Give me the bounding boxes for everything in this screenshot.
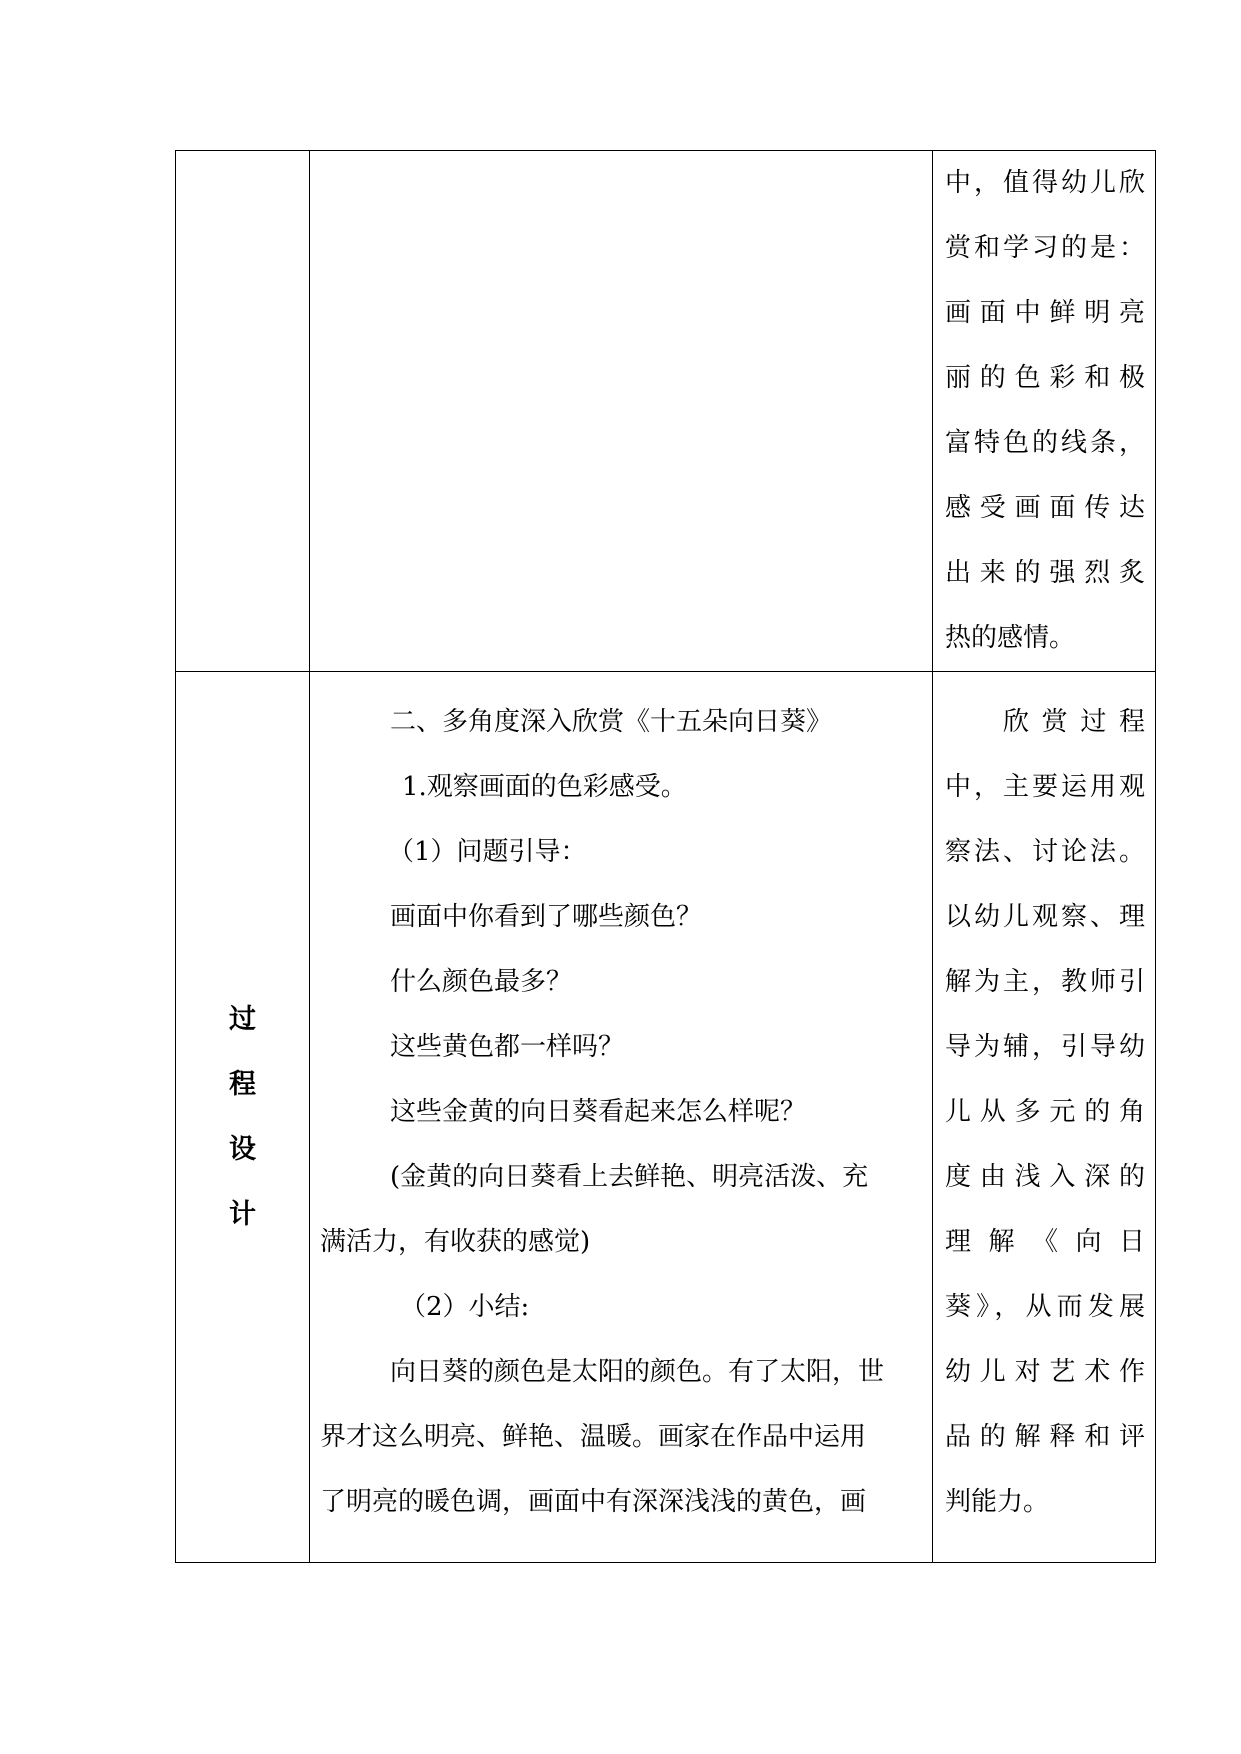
table-row-top (176, 151, 1156, 672)
note-line: 感受画面传达 (945, 493, 1145, 523)
note-line: 以幼儿观察、理 (945, 902, 1145, 932)
question-text: 这些金黄的向日葵看起来怎么样呢？ (390, 1097, 807, 1127)
note-line: 丽的色彩和极 (945, 363, 1145, 393)
section-heading: 二、多角度深入欣赏《十五朵向日葵》 (390, 707, 833, 737)
note-line: 解为主，教师引 (945, 967, 1145, 997)
note-line: 出来的强烈炙 (945, 558, 1145, 588)
note-line: 察法、讨论法。 (945, 837, 1145, 867)
lesson-plan-table (175, 150, 1156, 1563)
question-text: 画面中你看到了哪些颜色？ (390, 902, 703, 932)
summary-label: （2）小结: (400, 1292, 530, 1322)
note-line: 富特色的线条， (945, 428, 1145, 458)
note-line: 葵》，从而发展 (945, 1292, 1145, 1322)
note-line: 画面中鲜明亮 (945, 298, 1145, 328)
label-char: 程 (229, 1069, 256, 1100)
answer-text: 满活力，有收获的感觉) (320, 1227, 591, 1257)
note-line: 欣赏过程 (1003, 707, 1145, 737)
process-design-label (176, 672, 310, 1563)
note-line: 度由浅入深的 (945, 1162, 1145, 1192)
note-line: 幼儿对艺术作 (945, 1357, 1145, 1387)
note-line: 热的感情。 (945, 623, 1076, 653)
label-char: 过 (229, 1004, 256, 1035)
subsection-title: 1.观察画面的色彩感受。 (402, 772, 687, 802)
note-cell-process (933, 672, 1156, 1563)
note-line: 理解《向日 (945, 1227, 1145, 1257)
table-row-process (176, 672, 1156, 1563)
label-cell-empty (176, 151, 310, 672)
note-line: 儿从多元的角 (945, 1097, 1145, 1127)
guide-label: （1）问题引导： (388, 837, 587, 867)
question-text: 这些黄色都一样吗？ (390, 1032, 625, 1062)
summary-text: 向日葵的颜色是太阳的颜色。有了太阳，世 (390, 1357, 885, 1387)
answer-text: (金黄的向日葵看上去鲜艳、明亮活泼、充 (390, 1162, 869, 1192)
note-line: 中，值得幼儿欣 (945, 168, 1145, 198)
question-text: 什么颜色最多？ (390, 967, 573, 997)
note-line: 赏和学习的是： (945, 233, 1145, 263)
note-line: 中，主要运用观 (945, 772, 1145, 802)
summary-text: 了明亮的暖色调，画面中有深深浅浅的黄色，画 (320, 1487, 867, 1517)
note-line: 判能力。 (945, 1487, 1050, 1517)
label-char: 计 (229, 1199, 256, 1230)
label-char: 设 (229, 1134, 256, 1165)
summary-text: 界才这么明亮、鲜艳、温暖。画家在作品中运用 (320, 1422, 867, 1452)
content-cell-empty (310, 151, 933, 672)
note-cell-top (933, 151, 1156, 672)
note-line: 导为辅，引导幼 (945, 1032, 1145, 1062)
process-content (310, 672, 933, 1563)
note-line: 品的解释和评 (945, 1422, 1145, 1452)
